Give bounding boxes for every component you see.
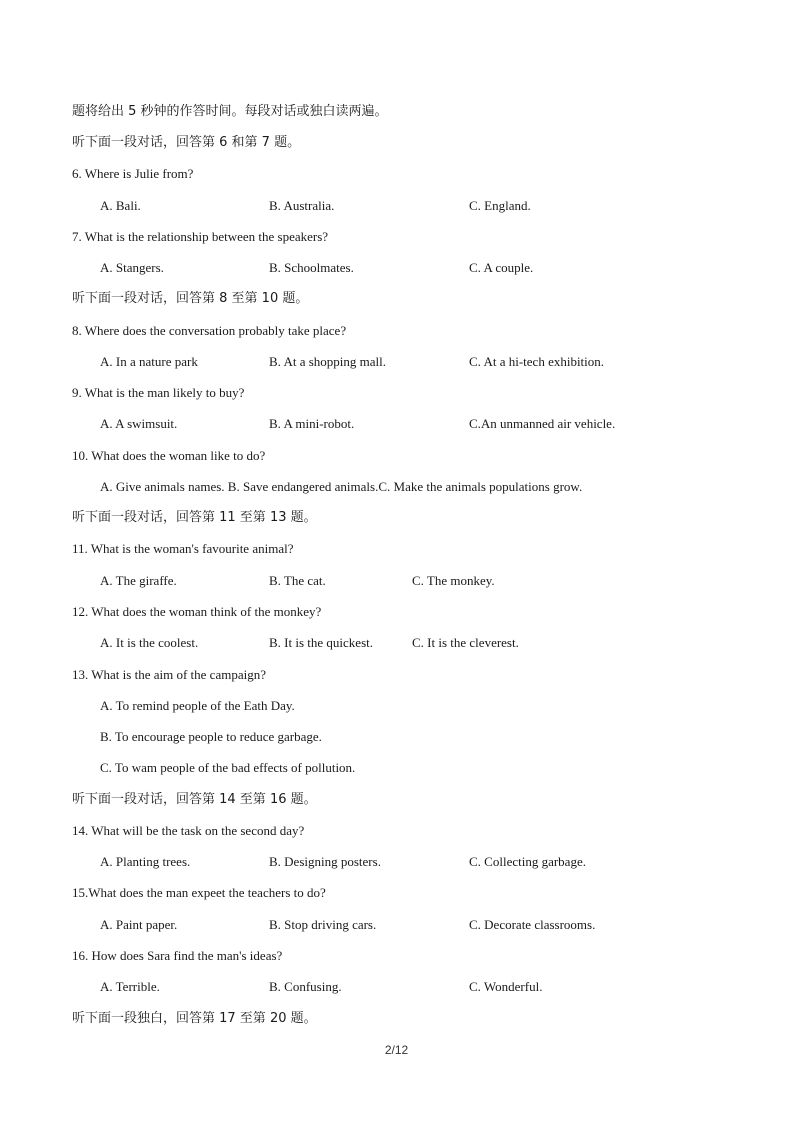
- q13-option-a: A. To remind people of the Eath Day.: [100, 698, 295, 713]
- question-11: 11. What is the woman's favourite animal?: [72, 541, 294, 556]
- q6-option-c: C. England.: [469, 198, 531, 213]
- question-9: 9. What is the man likely to buy?: [72, 385, 245, 400]
- q6-option-b: B. Australia.: [269, 198, 335, 213]
- q15-option-b: B. Stop driving cars.: [269, 917, 377, 932]
- question-10: 10. What does the woman like to do?: [72, 448, 266, 463]
- question-13: 13. What is the aim of the campaign?: [72, 667, 266, 682]
- q14-option-a: A. Planting trees.: [100, 854, 191, 869]
- q13-option-b: B. To encourage people to reduce garbage.: [100, 729, 322, 744]
- section-heading-8-10: 听下面一段对话，回答第 8 至第 10 题。: [72, 291, 309, 306]
- question-14: 14. What will be the task on the second day?: [72, 823, 305, 838]
- intro-tail: 题将给出 5 秒钟的作答时间。每段对话或独白读两遍。: [72, 104, 388, 119]
- q12-option-c: C. It is the cleverest.: [412, 635, 519, 650]
- q16-option-b: B. Confusing.: [269, 979, 342, 994]
- q11-option-a: A. The giraffe.: [100, 573, 177, 588]
- q15-option-c: C. Decorate classrooms.: [469, 917, 596, 932]
- q9-option-c: C.An unmanned air vehicle.: [469, 416, 616, 431]
- question-15: 15.What does the man expeet the teachers to do?: [72, 885, 326, 900]
- section-heading-11-13: 听下面一段对话，回答第 11 至第 13 题。: [72, 510, 317, 525]
- q8-option-b: B. At a shopping mall.: [269, 354, 386, 369]
- q8-option-c: C. At a hi-tech exhibition.: [469, 354, 605, 369]
- section-heading-6-7: 听下面一段对话，回答第 6 和第 7 题。: [72, 135, 301, 150]
- q12-option-b: B. It is the quickest.: [269, 635, 373, 650]
- question-16: 16. How does Sara find the man's ideas?: [72, 948, 283, 963]
- q7-option-a: A. Stangers.: [100, 260, 164, 275]
- q16-option-a: A. Terrible.: [100, 979, 160, 994]
- q11-option-b: B. The cat.: [269, 573, 326, 588]
- q9-option-a: A. A swimsuit.: [100, 416, 178, 431]
- question-7: 7. What is the relationship between the speakers?: [72, 229, 329, 244]
- q13-option-c: C. To wam people of the bad effects of pollution.: [100, 760, 356, 775]
- question-12: 12. What does the woman think of the monkey?: [72, 604, 322, 619]
- q12-option-a: A. It is the coolest.: [100, 635, 199, 650]
- q14-option-b: B. Designing posters.: [269, 854, 381, 869]
- question-8: 8. Where does the conversation probably take place?: [72, 323, 347, 338]
- section-heading-17-20: 听下面一段独白，回答第 17 至第 20 题。: [72, 1011, 317, 1026]
- q14-option-c: C. Collecting garbage.: [469, 854, 586, 869]
- q9-option-b: B. A mini-robot.: [269, 416, 355, 431]
- page-number: 2/12: [384, 1043, 409, 1057]
- section-heading-14-16: 听下面一段对话，回答第 14 至第 16 题。: [72, 792, 317, 807]
- q11-option-c: C. The monkey.: [412, 573, 495, 588]
- q8-option-a: A. In a nature park: [100, 354, 198, 369]
- q10-options: A. Give animals names. B. Save endangered animals.C. Make the animals populations grow.: [100, 479, 583, 494]
- q15-option-a: A. Paint paper.: [100, 917, 178, 932]
- question-6: 6. Where is Julie from?: [72, 166, 194, 181]
- q6-option-a: A. Bali.: [100, 198, 141, 213]
- q16-option-c: C. Wonderful.: [469, 979, 543, 994]
- q7-option-c: C. A couple.: [469, 260, 534, 275]
- q7-option-b: B. Schoolmates.: [269, 260, 354, 275]
